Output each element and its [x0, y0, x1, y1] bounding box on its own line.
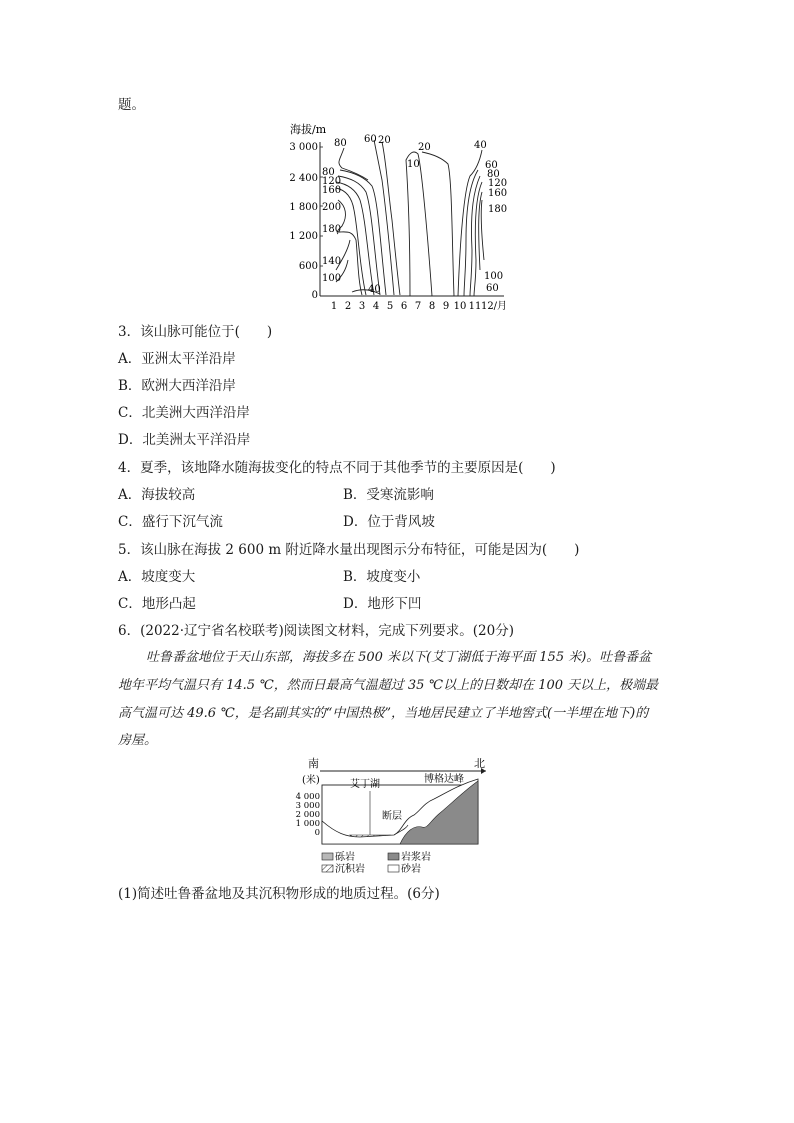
fig1-ytick: 3 000 — [289, 142, 318, 153]
contour-label: 140 — [322, 256, 342, 267]
fig1-y-ticks — [289, 142, 318, 301]
fig1-xtick: 10 — [453, 301, 467, 312]
geologic-cross-section-figure — [290, 755, 490, 877]
legend-label: 沉积岩 — [335, 864, 365, 875]
fig2-ytick: 4 000 — [295, 792, 320, 802]
contour-label: 180 — [322, 224, 342, 235]
legend-label: 岩浆岩 — [401, 852, 431, 863]
q4-option-d: D．位于背风坡 — [343, 514, 435, 530]
q6-material-line-2: 地年平均气温只有 14.5 ℃，然而日最高气温超过 35 ℃以上的日数却在 100 天以上，极端最 — [118, 678, 659, 693]
contour-label: 80 — [334, 138, 347, 149]
precipitation-contour-figure — [282, 120, 512, 316]
fig2-y-ticks — [296, 792, 320, 838]
contour-label: 40 — [474, 140, 487, 151]
fig1-ytick: 0 — [311, 290, 318, 301]
q6-subquestion-1: (1)简述吐鲁番盆地及其沉积物形成的地质过程。(6分) — [118, 886, 440, 902]
fig1-xtick: 12/月 — [480, 301, 508, 312]
fig1-ytick: 1 200 — [289, 231, 318, 242]
fig1-xtick: 7 — [414, 301, 422, 312]
contour-label: 200 — [322, 202, 342, 213]
q4-option-a: A．海拔较高 — [118, 487, 196, 503]
contour-label: 20 — [418, 142, 431, 153]
q5-option-c: C．地形凸起 — [118, 596, 196, 612]
fig2-ytick: 1 000 — [295, 819, 320, 829]
fig1-ytick: 2 400 — [289, 173, 318, 184]
q5-stem: 5．该山脉在海拔 2 600 m 附近降水量出现图示分布特征，可能是因为( ) — [118, 542, 580, 558]
fig1-ytick: 1 800 — [289, 202, 318, 213]
q6-stem: 6．(2022·辽宁省名校联考)阅读图文材料，完成下列要求。(20分) — [118, 623, 514, 639]
legend-label: 砂岩 — [401, 864, 421, 875]
contour-label: 80 — [322, 167, 335, 178]
fig1-xtick: 5 — [386, 301, 394, 312]
contour-label: 20 — [378, 135, 391, 146]
direction-north: 北 — [474, 757, 485, 770]
q3-option-b: B．欧洲大西洋沿岸 — [118, 378, 236, 394]
contour-label: 100 — [322, 273, 342, 284]
q6-material-line-3: 高气温可达 49.6 ℃，是名副其实的“中国热极”，当地居民建立了半地窖式(一半埋在地下)的 — [118, 706, 649, 721]
legend-label: 砾岩 — [335, 852, 355, 863]
contour-label: 80 — [487, 169, 500, 180]
q3-option-c: C．北美洲大西洋沿岸 — [118, 405, 250, 421]
contour-label: 60 — [485, 160, 498, 171]
fig1-xtick: 1 — [330, 301, 338, 312]
fig2-ytick: 0 — [314, 828, 320, 838]
fig2-ytick: 2 000 — [295, 810, 320, 820]
q3-option-a: A．亚洲太平洋沿岸 — [118, 351, 236, 367]
q5-option-b: B．坡度变小 — [343, 569, 421, 585]
q5-option-d: D．地形下凹 — [343, 596, 422, 612]
contour-label: 120 — [322, 176, 342, 187]
fig1-xtick: 2 — [344, 301, 352, 312]
fig1-contours-right — [458, 150, 484, 296]
fig1-contours-middle — [406, 152, 454, 296]
fig1-ytick: 600 — [298, 261, 318, 272]
contour-label: 40 — [368, 284, 381, 295]
contour-label: 10 — [407, 159, 420, 170]
fig1-xtick: 3 — [358, 301, 366, 312]
fig1-xtick: 9 — [442, 301, 450, 312]
lake-label: 艾丁湖 — [350, 779, 380, 790]
q4-option-c: C．盛行下沉气流 — [118, 514, 223, 530]
contour-label: 120 — [488, 178, 508, 189]
q5-option-a: A．坡度变大 — [118, 569, 196, 585]
contour-label: 60 — [364, 134, 377, 145]
fig1-xtick: 8 — [428, 301, 436, 312]
contour-label: 60 — [486, 283, 499, 294]
peak-label: 博格达峰 — [424, 774, 464, 785]
q6-material-line-4: 房屋。 — [118, 733, 158, 748]
fig1-x-ticks — [331, 300, 507, 312]
fig1-ylabel: 海拔/m — [290, 123, 327, 136]
contour-label: 160 — [488, 188, 508, 199]
intro-tail: 题。 — [118, 97, 145, 113]
contour-label: 180 — [488, 204, 508, 215]
fig1-xtick: 6 — [400, 301, 408, 312]
fig1-xtick: 4 — [372, 301, 380, 312]
fig2-unit: (米) — [302, 775, 320, 786]
contour-label: 160 — [322, 185, 342, 196]
direction-south: 南 — [308, 757, 319, 770]
q4-option-b: B．受寒流影响 — [343, 487, 434, 503]
fault-label: 断层 — [382, 811, 402, 822]
fig2-legend — [322, 850, 431, 875]
q3-option-d: D．北美洲太平洋沿岸 — [118, 432, 251, 448]
q3-stem: 3．该山脉可能位于( ) — [118, 324, 273, 340]
fig1-contours-left — [336, 140, 400, 295]
fig1-xtick: 11 — [468, 301, 482, 312]
fig2-ytick: 3 000 — [295, 801, 320, 811]
q6-material-line-1: 吐鲁番盆地位于天山东部，海拔多在 500 米以下(艾丁湖低于海平面 155 米)。吐鲁番盆 — [146, 650, 652, 665]
contour-label: 100 — [484, 271, 504, 282]
q4-stem: 4．夏季，该地降水随海拔变化的特点不同于其他季节的主要原因是( ) — [118, 460, 556, 476]
